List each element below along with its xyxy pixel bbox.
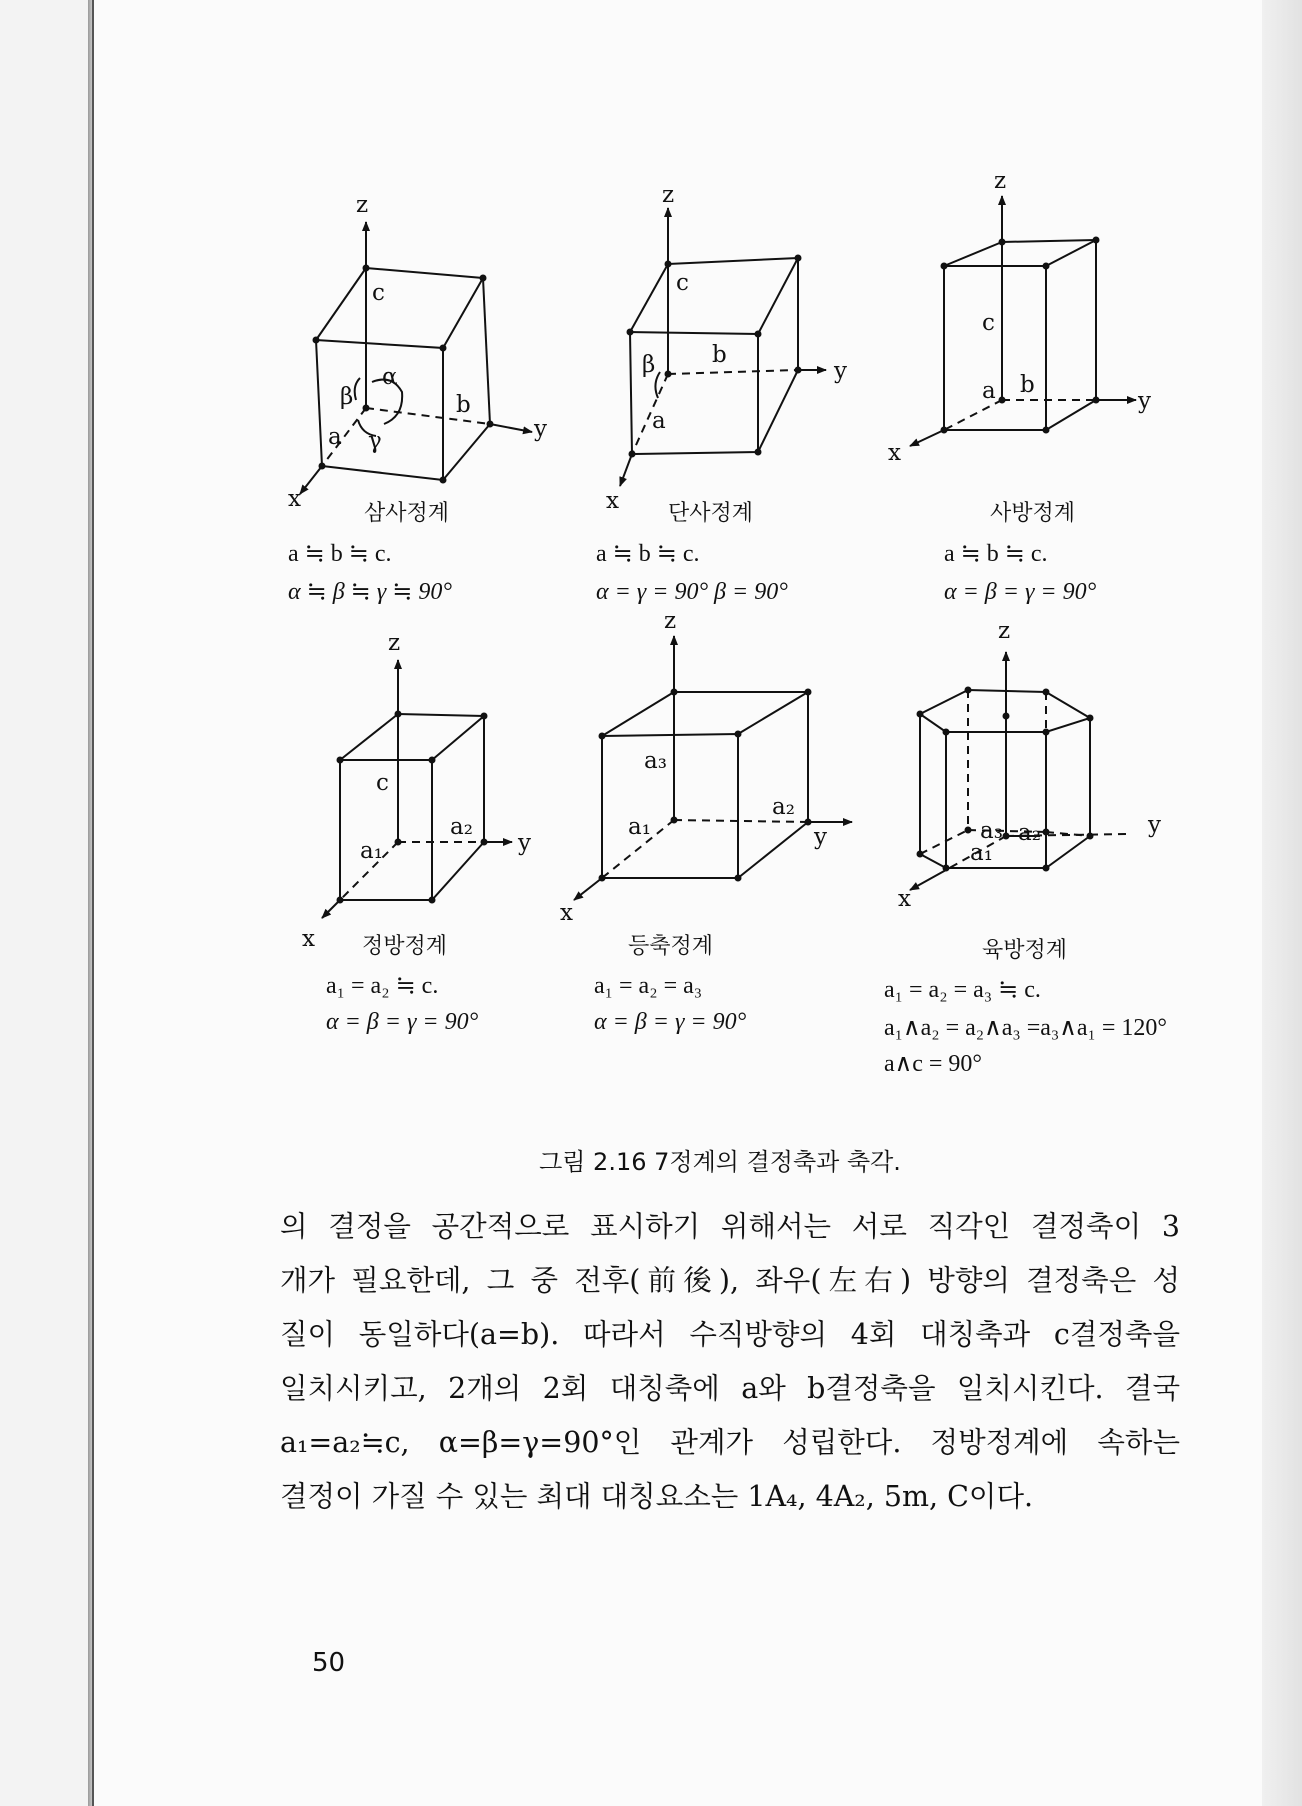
- monoclinic-title: 단사정계: [668, 501, 754, 526]
- p4-x-label: x: [302, 926, 315, 952]
- p5-a1-label: a₁: [628, 814, 651, 840]
- p5-a3-label: a₃: [644, 748, 667, 774]
- p1-beta-label: β: [340, 384, 354, 410]
- isometric-cell-drawing: [574, 636, 852, 900]
- p5-a2-label: a₂: [772, 794, 795, 820]
- triclinic-eq1: a ≒ b ≒ c.: [288, 541, 392, 567]
- p1-a-label: a: [328, 424, 342, 450]
- body-line: 개가 필요한데, 그 중 전후(前後), 좌우(左右) 방향의 결정축은 성: [280, 1264, 1180, 1297]
- body-line: 질이 동일하다(a=b). 따라서 수직방향의 4회 대칭축과 c결정축을: [280, 1318, 1180, 1351]
- body-line: 결정이 가질 수 있는 최대 대칭요소는 1A₄, 4A₂, 5m, C이다.: [280, 1480, 1034, 1513]
- p6-a2-label: a₂: [1018, 820, 1041, 846]
- p5-x-label: x: [560, 900, 573, 926]
- page-number: 50: [312, 1648, 346, 1678]
- p1-b-label: b: [456, 392, 471, 418]
- isometric-eq1: a₁ = a₂ = a₃: [594, 973, 703, 999]
- p3-c-label: c: [982, 310, 995, 336]
- p2-y-label: y: [834, 358, 847, 384]
- p4-a1-label: a₁: [360, 838, 383, 864]
- hexagonal-title: 육방정계: [982, 938, 1068, 963]
- orthorhombic-eq2: α = β = γ = 90°: [944, 579, 1097, 605]
- p4-c-label: c: [376, 770, 389, 796]
- p5-z-label: z: [664, 608, 677, 634]
- p2-a-label: a: [652, 408, 666, 434]
- p6-y-label: y: [1148, 812, 1161, 838]
- tetragonal-eq2: α = β = γ = 90°: [326, 1009, 479, 1035]
- p1-x-label: x: [288, 486, 301, 512]
- orthorhombic-cell-drawing: [910, 196, 1136, 446]
- p3-a-label: a: [982, 378, 996, 404]
- triclinic-eq2: α ≒ β ≒ γ ≒ 90°: [288, 579, 452, 605]
- hexagonal-cell-drawing: [910, 652, 1128, 890]
- p1-y-label: y: [534, 416, 547, 442]
- monoclinic-eq1: a ≒ b ≒ c.: [596, 541, 700, 567]
- p6-a1-label: a₁: [970, 840, 993, 866]
- isometric-title: 등축정계: [628, 934, 714, 959]
- p1-gamma-label: γ: [368, 428, 382, 454]
- p1-z-label: z: [356, 192, 369, 218]
- p2-c-label: c: [676, 270, 689, 296]
- triclinic-title: 삼사정계: [364, 501, 450, 526]
- p1-alpha-label: α: [382, 364, 398, 390]
- p3-y-label: y: [1138, 388, 1151, 414]
- p5-y-label: y: [814, 824, 827, 850]
- body-line: 의 결정을 공간적으로 표시하기 위해서는 서로 직각인 결정축이 3: [280, 1210, 1180, 1243]
- figure-caption: 그림 2.16 7정계의 결정축과 축각.: [539, 1148, 901, 1176]
- p4-a2-label: a₂: [450, 814, 473, 840]
- tetragonal-title: 정방정계: [362, 934, 448, 959]
- tetragonal-cell-drawing: [322, 660, 512, 918]
- p6-a3-label: a₃: [980, 818, 1003, 844]
- p6-z-label: z: [998, 618, 1011, 644]
- body-line: 일치시키고, 2개의 2회 대칭축에 a와 b결정축을 일치시킨다. 결국: [280, 1372, 1180, 1405]
- orthorhombic-eq1: a ≒ b ≒ c.: [944, 541, 1048, 567]
- p6-x-label: x: [898, 886, 911, 912]
- body-paragraph: [280, 1200, 1180, 1524]
- p1-c-label: c: [372, 280, 385, 306]
- p2-beta-label: β: [642, 352, 656, 378]
- body-line: a₁=a₂≒c, α=β=γ=90°인 관계가 성립한다. 정방정계에 속하는: [280, 1426, 1180, 1459]
- orthorhombic-title: 사방정계: [990, 501, 1076, 526]
- hexagonal-eq3: a∧c = 90°: [884, 1051, 983, 1077]
- p4-z-label: z: [388, 630, 401, 656]
- hexagonal-eq2: a₁∧a₂ = a₂∧a₃ =a₃∧a₁ = 120°: [884, 1015, 1168, 1041]
- p2-z-label: z: [662, 182, 675, 208]
- p3-b-label: b: [1020, 372, 1035, 398]
- lattice-point-dots: [313, 237, 1100, 904]
- monoclinic-eq2: α = γ = 90° β = 90°: [596, 579, 788, 605]
- tetragonal-eq1: a₁ = a₂ ≒ c.: [326, 973, 439, 999]
- p4-y-label: y: [518, 830, 531, 856]
- p2-x-label: x: [606, 488, 619, 514]
- triclinic-cell-drawing: [300, 222, 532, 494]
- p3-z-label: z: [994, 168, 1007, 194]
- p2-b-label: b: [712, 342, 727, 368]
- p3-x-label: x: [888, 440, 901, 466]
- hexagonal-eq1: a₁ = a₂ = a₃ ≒ c.: [884, 977, 1041, 1003]
- isometric-eq2: α = β = γ = 90°: [594, 1009, 747, 1035]
